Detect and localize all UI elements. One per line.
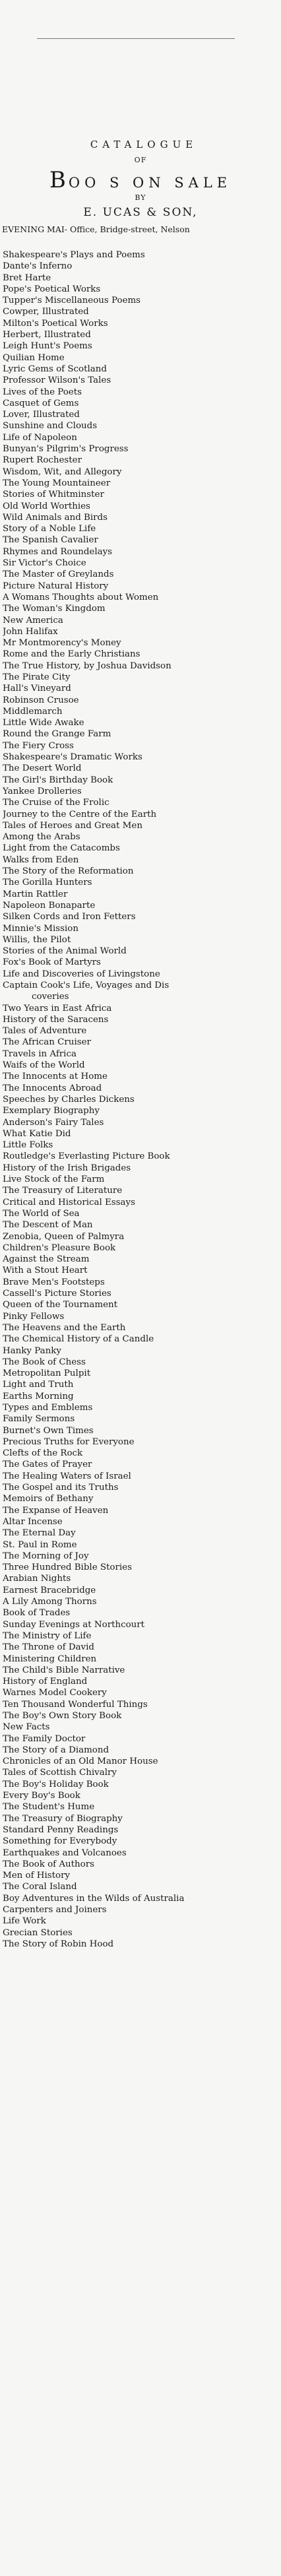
book-list-item: Life of Napoleon bbox=[3, 432, 77, 443]
book-list-item: History of the Saracens bbox=[3, 1014, 109, 1025]
book-list-item: Clefts of the Rock bbox=[3, 1448, 83, 1459]
book-list-item: Cowper, Illustrated bbox=[3, 307, 89, 317]
book-list-item: Minnie's Mission bbox=[3, 923, 78, 934]
book-list-item: Earths Morning bbox=[3, 1391, 74, 1401]
book-list-item: The Treasury of Biography bbox=[3, 1813, 123, 1824]
book-list-item: The Heavens and the Earth bbox=[3, 1322, 126, 1333]
book-list-item: Travels in Africa bbox=[3, 1048, 77, 1059]
book-list-item: Mr Montmorency's Money bbox=[3, 638, 121, 649]
book-list-item: The Chemical History of a Candle bbox=[3, 1334, 154, 1345]
book-list-item: Hall's Vineyard bbox=[3, 684, 71, 694]
catalogue-title: CATALOGUE bbox=[90, 139, 198, 150]
book-list-item: Light from the Catacombs bbox=[3, 843, 120, 854]
book-list-item: Bunyan's Pilgrim's Progress bbox=[3, 444, 129, 455]
book-list-item: Yankee Drolleries bbox=[3, 786, 82, 796]
book-list-item: coveries bbox=[32, 992, 69, 1002]
book-list-item: Stories of Whitminster bbox=[3, 490, 104, 500]
book-list-item: The Woman's Kingdom bbox=[3, 604, 106, 614]
book-list-item: The Family Doctor bbox=[3, 1733, 86, 1744]
book-list-item: Routledge's Everlasting Picture Book bbox=[3, 1151, 170, 1162]
book-list-item: Every Boy's Book bbox=[3, 1791, 80, 1801]
book-list-item: The Morning of Joy bbox=[3, 1551, 89, 1561]
book-list-item: Silken Cords and Iron Fetters bbox=[3, 912, 136, 922]
book-list-item: Captain Cook's Life, Voyages and Dis bbox=[3, 981, 170, 990]
book-list-item: The Fiery Cross bbox=[3, 740, 74, 751]
book-list-item: Round the Grange Farm bbox=[3, 729, 111, 740]
book-list-item: Willis, the Pilot bbox=[3, 934, 71, 945]
book-list-item: Ministering Children bbox=[3, 1654, 97, 1664]
book-list-item: Lives of the Poets bbox=[3, 387, 82, 397]
book-list-item: New America bbox=[3, 615, 63, 626]
book-list-item: Sunday Evenings at Northcourt bbox=[3, 1619, 145, 1630]
book-list-item: The Student's Hume bbox=[3, 1802, 95, 1813]
book-list-item: Men of History bbox=[3, 1871, 71, 1881]
book-list-item: The Boy's Own Story Book bbox=[3, 1711, 122, 1721]
book-list-item: Herbert, Illustrated bbox=[3, 330, 91, 340]
top-rule bbox=[37, 38, 235, 39]
books-initial: B bbox=[49, 167, 69, 193]
book-list-item: The Throne of David bbox=[3, 1642, 94, 1653]
book-list-item: Arabian Nights bbox=[3, 1574, 71, 1584]
book-list-item: The Book of Chess bbox=[3, 1357, 86, 1367]
books-on-sale-heading bbox=[0, 167, 281, 193]
book-list-item: Bret Harte bbox=[3, 273, 51, 283]
book-list-item: Two Years in East Africa bbox=[3, 1003, 112, 1014]
book-list-item: Metropolitan Pulpit bbox=[3, 1368, 91, 1379]
book-list-item: The Healing Waters of Israel bbox=[3, 1471, 131, 1481]
book-list-item: The Spanish Cavalier bbox=[3, 535, 98, 546]
books-rest: OO S ON SALE bbox=[68, 175, 232, 191]
catalogue-header bbox=[0, 139, 281, 234]
book-list-item: Cassell's Picture Stories bbox=[3, 1289, 111, 1299]
book-list-item: Sir Victor's Choice bbox=[3, 558, 86, 569]
book-list-item: Against the Stream bbox=[3, 1254, 90, 1265]
book-list-item: The Gorilla Hunters bbox=[3, 878, 92, 888]
book-list-item: Something for Everybody bbox=[3, 1836, 117, 1847]
of-label: OF bbox=[134, 156, 147, 164]
book-list-item: New Facts bbox=[3, 1722, 50, 1733]
book-list-item: The Eternal Day bbox=[3, 1528, 76, 1539]
book-list-item: Speeches by Charles Dickens bbox=[3, 1094, 135, 1105]
book-list-item: Anderson's Fairy Tales bbox=[3, 1117, 104, 1128]
book-list-item: Zenobia, Queen of Palmyra bbox=[3, 1231, 125, 1242]
firm-name: E. UCAS & SON, bbox=[83, 206, 198, 219]
book-list-item: Critical and Historical Essays bbox=[3, 1197, 135, 1208]
book-list-item: Journey to the Centre of the Earth bbox=[3, 809, 157, 820]
book-list-item: Picture Natural History bbox=[3, 581, 109, 591]
book-list-item: Lover, Illustrated bbox=[3, 410, 80, 420]
book-list-item: Live Stock of the Farm bbox=[3, 1175, 105, 1185]
book-list-item: Among the Arabs bbox=[3, 832, 80, 843]
book-list-item: The World of Sea bbox=[3, 1208, 80, 1219]
book-list-item: Light and Truth bbox=[3, 1380, 74, 1390]
book-list-item: Chronicles of an Old Manor House bbox=[3, 1756, 158, 1767]
book-list-item: Leigh Hunt's Poems bbox=[3, 341, 92, 352]
book-list-item: John Halifax bbox=[3, 626, 58, 637]
book-list-item: Memoirs of Bethany bbox=[3, 1494, 94, 1504]
book-list-item: St. Paul in Rome bbox=[3, 1539, 77, 1550]
book-list-item: Queen of the Tournament bbox=[3, 1300, 118, 1310]
book-list-item: The Story of a Diamond bbox=[3, 1745, 109, 1755]
book-list-item: Life Work bbox=[3, 1916, 46, 1927]
book-list-item: Pope's Poetical Works bbox=[3, 284, 101, 294]
book-list-item: The Story of Robin Hood bbox=[3, 1939, 114, 1949]
book-list-item: Tupper's Miscellaneous Poems bbox=[3, 296, 141, 306]
book-list-item: History of the Irish Brigades bbox=[3, 1163, 131, 1173]
book-list-item: The Innocents Abroad bbox=[3, 1083, 102, 1093]
book-list-item: Standard Penny Readings bbox=[3, 1824, 119, 1835]
book-list-item: Book of Trades bbox=[3, 1608, 71, 1619]
book-list-item: The Ministry of Life bbox=[3, 1630, 92, 1641]
book-list-item: Fox's Book of Martyrs bbox=[3, 957, 101, 968]
book-list-item: The Treasury of Literature bbox=[3, 1186, 123, 1196]
book-list-item: The Desert World bbox=[3, 763, 82, 774]
book-list-item: Casquet of Gems bbox=[3, 398, 79, 408]
book-list-item: What Katie Did bbox=[3, 1128, 71, 1139]
book-list-item: Life and Discoveries of Livingstone bbox=[3, 969, 160, 979]
book-list-item: Napoleon Bonaparte bbox=[3, 900, 96, 911]
book-list-item: The Pirate City bbox=[3, 672, 71, 682]
book-list-item: Burnet's Own Times bbox=[3, 1425, 94, 1436]
book-list-item: Waifs of the World bbox=[3, 1060, 85, 1071]
book-list-item: Little Folks bbox=[3, 1140, 53, 1151]
by-label: BY bbox=[135, 193, 146, 202]
book-list-item: Types and Emblems bbox=[3, 1402, 93, 1413]
book-list-item: Milton's Poetical Works bbox=[3, 318, 108, 329]
book-list-item: Three Hundred Bible Stories bbox=[3, 1562, 132, 1573]
book-list-item: Tales of Heroes and Great Men bbox=[3, 820, 142, 831]
book-list-item: Pinky Fellows bbox=[3, 1311, 65, 1322]
book-list-item: Story of a Noble Life bbox=[3, 524, 96, 534]
book-list-item: Quilian Home bbox=[3, 352, 65, 363]
book-list-item: The Book of Authors bbox=[3, 1859, 94, 1869]
book-list-item: Stories of the Animal World bbox=[3, 946, 127, 957]
book-list-item: Carpenters and Joiners bbox=[3, 1905, 107, 1916]
book-list-item: History of England bbox=[3, 1677, 88, 1687]
book-list-item: Precious Truths for Everyone bbox=[3, 1436, 135, 1447]
book-list-item: The Expanse of Heaven bbox=[3, 1505, 109, 1516]
book-list-item: Sunshine and Clouds bbox=[3, 421, 98, 432]
book-list-item: The Boy's Holiday Book bbox=[3, 1779, 109, 1789]
book-list-item: A Womans Thoughts about Women bbox=[3, 592, 159, 602]
book-list-item: Brave Men's Footsteps bbox=[3, 1277, 105, 1287]
book-list-item: Shakespeare's Dramatic Works bbox=[3, 752, 142, 763]
book-list-item: With a Stout Heart bbox=[3, 1266, 88, 1276]
book-list-item: Dante's Inferno bbox=[3, 261, 73, 272]
book-list-item: The Coral Island bbox=[3, 1882, 77, 1892]
book-list-item: Tales of Adventure bbox=[3, 1026, 87, 1037]
book-list-item: Old World Worthies bbox=[3, 501, 90, 511]
book-list-item: Martin Rattler bbox=[3, 889, 68, 899]
book-list-item: The African Cruiser bbox=[3, 1037, 91, 1048]
book-list-item: Wild Animals and Birds bbox=[3, 512, 108, 523]
book-list-item: A Lily Among Thorns bbox=[3, 1597, 97, 1607]
book-list-item: The Child's Bible Narrative bbox=[3, 1665, 125, 1675]
book-list-item: The Innocents at Home bbox=[3, 1072, 108, 1082]
book-list-item: The Young Mountaineer bbox=[3, 478, 111, 488]
book-list-item: Little Wide Awake bbox=[3, 718, 84, 728]
book-list-item: The Girl's Birthday Book bbox=[3, 775, 113, 785]
book-list-item: The Master of Greylands bbox=[3, 569, 114, 580]
book-list-item: Family Sermons bbox=[3, 1414, 75, 1425]
book-list-item: Rupert Rochester bbox=[3, 455, 82, 466]
book-list-item: Professor Wilson's Tales bbox=[3, 375, 111, 386]
book-list-item: Wisdom, Wit, and Allegory bbox=[3, 467, 122, 477]
book-list-item: Boy Adventures in the Wilds of Australia bbox=[3, 1893, 185, 1904]
book-list-item: The Gates of Prayer bbox=[3, 1460, 92, 1470]
book-list-item: Middlemarch bbox=[3, 706, 63, 717]
book-list-item: Rhymes and Roundelays bbox=[3, 546, 113, 557]
book-list-item: Altar Incense bbox=[3, 1516, 63, 1527]
book-list-item: Earthquakes and Volcanoes bbox=[3, 1848, 127, 1858]
book-list-item: Tales of Scottish Chivalry bbox=[3, 1768, 117, 1778]
book-list-item: Hanky Panky bbox=[3, 1345, 61, 1356]
book-list-item: Lyric Gems of Scotland bbox=[3, 364, 107, 374]
book-list-item: Exemplary Biography bbox=[3, 1106, 100, 1116]
book-list-item: The Gospel and its Truths bbox=[3, 1483, 119, 1493]
book-list-item: Robinson Crusoe bbox=[3, 695, 79, 705]
book-list-item: Ten Thousand Wonderful Things bbox=[3, 1699, 148, 1710]
book-list-item: Earnest Bracebridge bbox=[3, 1585, 96, 1595]
book-list-item: The Cruise of the Frolic bbox=[3, 798, 109, 808]
book-list-item: Rome and the Early Christians bbox=[3, 649, 140, 660]
book-list-item: Shakespeare's Plays and Poems bbox=[3, 250, 145, 260]
book-list-item: Warnes Model Cookery bbox=[3, 1688, 107, 1698]
book-list-item: Walks from Eden bbox=[3, 854, 79, 865]
book-list-item: The Story of the Reformation bbox=[3, 866, 134, 877]
book-list-item: Grecian Stories bbox=[3, 1927, 73, 1938]
book-list-item: The Descent of Man bbox=[3, 1220, 93, 1231]
book-list bbox=[3, 249, 278, 1950]
book-list-item: The True History, by Joshua Davidson bbox=[3, 660, 172, 671]
book-list-item: Children's Pleasure Book bbox=[3, 1242, 116, 1253]
firm-address: EVENING MAI- Office, Bridge-street, Nelson bbox=[2, 224, 190, 234]
